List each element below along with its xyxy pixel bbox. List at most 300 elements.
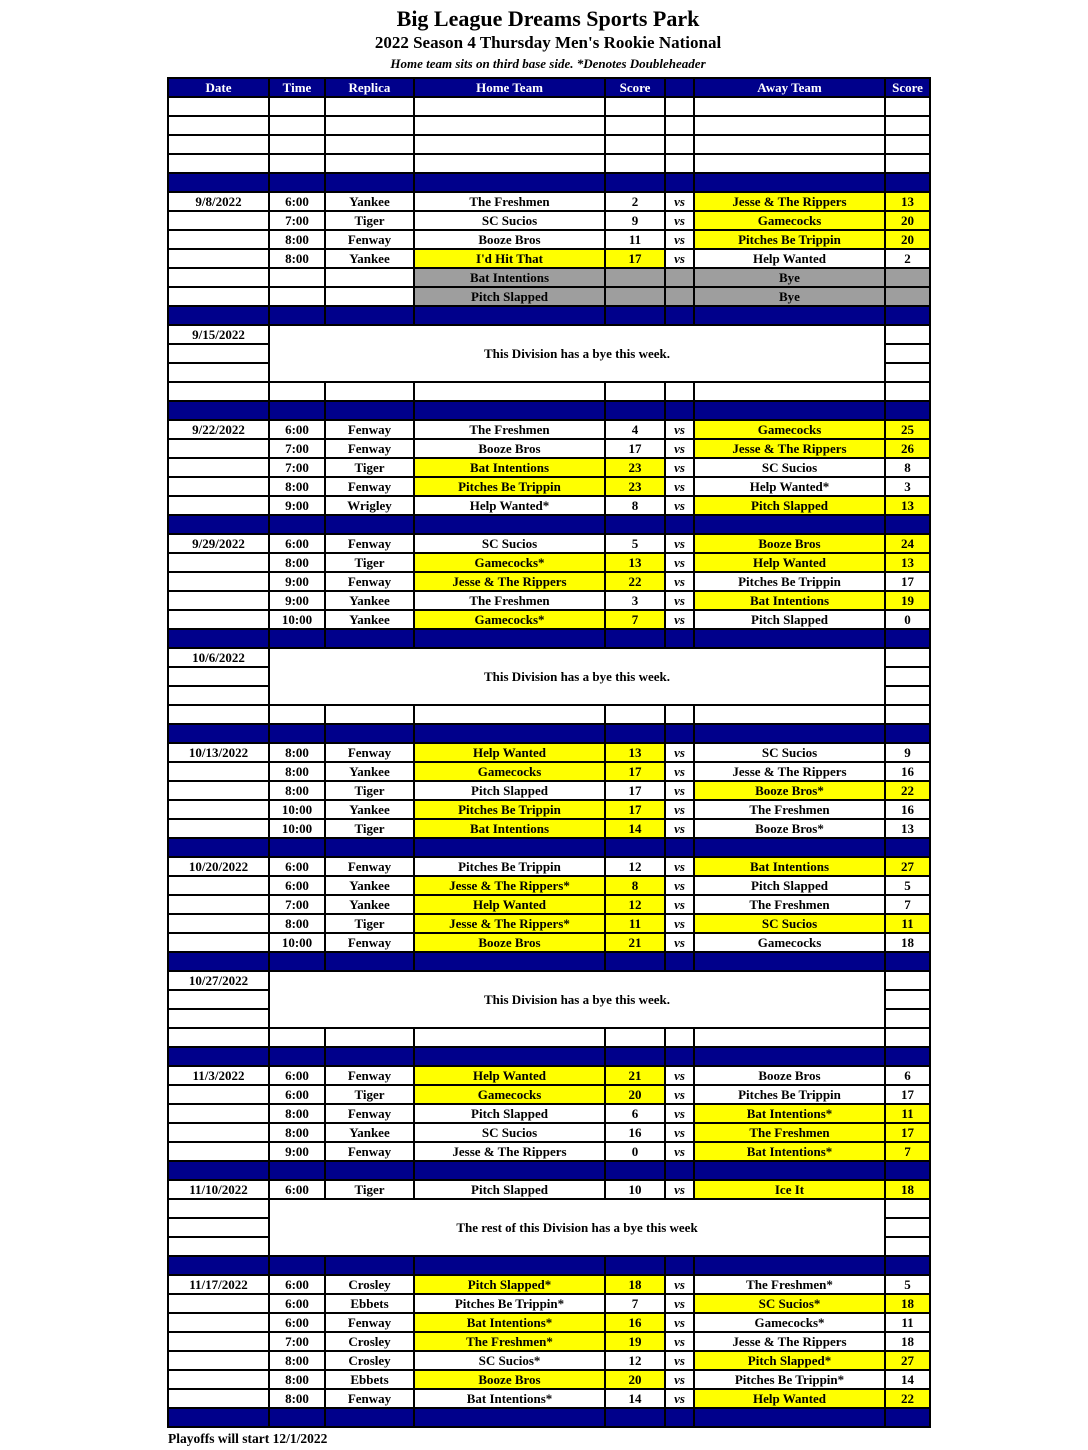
cell-home-score: 13 — [605, 553, 665, 572]
divider-cell — [168, 306, 269, 325]
cell-replica: Fenway — [325, 1104, 414, 1123]
divider-cell — [325, 515, 414, 534]
divider-cell — [605, 1161, 665, 1180]
cell-away-team: Pitch Slapped — [694, 496, 885, 515]
cell-vs: vs — [665, 610, 694, 629]
cell-away-team: Bye — [694, 287, 885, 306]
cell-time: 7:00 — [269, 211, 325, 230]
cell-home-team: Gamecocks* — [414, 610, 605, 629]
cell-replica: Crosley — [325, 1332, 414, 1351]
cell-vs: vs — [665, 819, 694, 838]
empty-cell-col-time — [269, 97, 325, 116]
cell-home-team: Pitches Be Trippin — [414, 800, 605, 819]
game-row — [168, 1104, 930, 1123]
cell-away-score — [885, 1218, 930, 1237]
cell-time: 6:00 — [269, 192, 325, 211]
cell-vs: vs — [665, 876, 694, 895]
cell-home-team: Booze Bros — [414, 230, 605, 249]
cell-date — [168, 458, 269, 477]
cell-date — [168, 496, 269, 515]
empty-cell-col-home-team — [414, 154, 605, 173]
cell-time: 8:00 — [269, 914, 325, 933]
cell-home-score: 23 — [605, 458, 665, 477]
empty-cell-col-replica — [325, 382, 414, 401]
cell-date — [168, 876, 269, 895]
divider-cell — [325, 1047, 414, 1066]
cell-date — [168, 1085, 269, 1104]
cell-home-score: 8 — [605, 876, 665, 895]
title-block — [167, 6, 929, 77]
cell-vs: vs — [665, 192, 694, 211]
cell-vs: vs — [665, 800, 694, 819]
bye-week-row — [168, 648, 930, 667]
divider-cell — [694, 1408, 885, 1427]
game-row — [168, 211, 930, 230]
cell-home-score: 7 — [605, 610, 665, 629]
game-row — [168, 1332, 930, 1351]
cell-home-score: 3 — [605, 591, 665, 610]
cell-date: 9/8/2022 — [168, 192, 269, 211]
game-row — [168, 857, 930, 876]
cell-away-score: 6 — [885, 1066, 930, 1085]
game-row — [168, 534, 930, 553]
game-row — [168, 420, 930, 439]
cell-date — [168, 268, 269, 287]
divider-row — [168, 1408, 930, 1427]
empty-cell-col-away-score — [885, 154, 930, 173]
divider-cell — [414, 1256, 605, 1275]
divider-cell — [325, 401, 414, 420]
cell-away-score: 20 — [885, 211, 930, 230]
empty-cell-col-time — [269, 705, 325, 724]
cell-home-team: Pitch Slapped* — [414, 1275, 605, 1294]
schedule-table — [167, 77, 931, 1428]
empty-cell-col-away-team — [694, 135, 885, 154]
cell-replica: Fenway — [325, 439, 414, 458]
cell-away-team: Booze Bros* — [694, 781, 885, 800]
cell-away-team: Pitch Slapped* — [694, 1351, 885, 1370]
cell-replica: Fenway — [325, 534, 414, 553]
cell-date — [168, 363, 269, 382]
bye-week-row — [168, 1199, 930, 1218]
game-row — [168, 458, 930, 477]
cell-date — [168, 1104, 269, 1123]
cell-replica: Ebbets — [325, 1294, 414, 1313]
cell-vs: vs — [665, 591, 694, 610]
cell-replica — [325, 287, 414, 306]
game-row — [168, 192, 930, 211]
cell-date — [168, 914, 269, 933]
cell-vs: vs — [665, 534, 694, 553]
divider-row — [168, 838, 930, 857]
game-row — [168, 1275, 930, 1294]
divider-cell — [605, 306, 665, 325]
cell-home-team: Bat Intentions — [414, 819, 605, 838]
cell-time: 10:00 — [269, 610, 325, 629]
cell-vs: vs — [665, 420, 694, 439]
cell-home-team: Help Wanted — [414, 895, 605, 914]
cell-time: 9:00 — [269, 496, 325, 515]
empty-cell-col-time — [269, 116, 325, 135]
cell-away-score — [885, 363, 930, 382]
empty-row — [168, 116, 930, 135]
cell-vs: vs — [665, 1332, 694, 1351]
empty-row — [168, 97, 930, 116]
cell-vs: vs — [665, 781, 694, 800]
bye-week-row — [168, 325, 930, 344]
divider-cell — [168, 173, 269, 192]
cell-date — [168, 781, 269, 800]
game-row — [168, 610, 930, 629]
cell-home-score: 17 — [605, 439, 665, 458]
empty-cell-col-away-team — [694, 97, 885, 116]
cell-time: 9:00 — [269, 572, 325, 591]
cell-time: 8:00 — [269, 1104, 325, 1123]
cell-away-team: Booze Bros — [694, 534, 885, 553]
empty-cell-col-away-team — [694, 1028, 885, 1047]
cell-away-score — [885, 1009, 930, 1028]
cell-away-score: 17 — [885, 1085, 930, 1104]
cell-date: 9/22/2022 — [168, 420, 269, 439]
cell-replica: Fenway — [325, 933, 414, 952]
cell-replica: Fenway — [325, 572, 414, 591]
cell-date — [168, 667, 269, 686]
cell-home-team: Jesse & The Rippers* — [414, 876, 605, 895]
cell-vs: vs — [665, 1085, 694, 1104]
cell-vs: vs — [665, 1123, 694, 1142]
cell-away-score: 7 — [885, 895, 930, 914]
cell-date — [168, 610, 269, 629]
cell-time: 6:00 — [269, 1275, 325, 1294]
cell-home-team: SC Sucios — [414, 211, 605, 230]
cell-home-score: 11 — [605, 914, 665, 933]
cell-time: 8:00 — [269, 249, 325, 268]
cell-time: 10:00 — [269, 933, 325, 952]
empty-cell-col-home-team — [414, 705, 605, 724]
divider-cell — [168, 1047, 269, 1066]
game-row — [168, 1180, 930, 1199]
cell-time: 8:00 — [269, 477, 325, 496]
empty-cell-col-vs — [665, 135, 694, 154]
divider-cell — [414, 515, 605, 534]
cell-date — [168, 249, 269, 268]
empty-cell-col-date — [168, 135, 269, 154]
empty-row — [168, 705, 930, 724]
divider-cell — [414, 629, 605, 648]
divider-cell — [605, 838, 665, 857]
divider-cell — [414, 838, 605, 857]
cell-home-score: 21 — [605, 933, 665, 952]
divider-cell — [694, 173, 885, 192]
divider-cell — [269, 838, 325, 857]
cell-vs: vs — [665, 1389, 694, 1408]
page-subtitle: 2022 Season 4 Thursday Men's Rookie National — [374, 33, 722, 52]
game-row — [168, 1370, 930, 1389]
cell-vs: vs — [665, 1142, 694, 1161]
game-row — [168, 1294, 930, 1313]
cell-away-score: 18 — [885, 933, 930, 952]
game-row — [168, 800, 930, 819]
cell-away-score — [885, 667, 930, 686]
cell-away-team: Gamecocks — [694, 211, 885, 230]
cell-away-team: Pitches Be Trippin — [694, 1085, 885, 1104]
cell-vs: vs — [665, 895, 694, 914]
col-date: Date — [168, 78, 269, 97]
divider-cell — [665, 306, 694, 325]
empty-cell-col-date — [168, 97, 269, 116]
cell-replica: Tiger — [325, 211, 414, 230]
divider-cell — [665, 952, 694, 971]
empty-cell-col-date — [168, 1028, 269, 1047]
cell-home-score: 5 — [605, 534, 665, 553]
divider-cell — [325, 724, 414, 743]
cell-date — [168, 1351, 269, 1370]
cell-home-team: Jesse & The Rippers — [414, 572, 605, 591]
empty-cell-col-replica — [325, 705, 414, 724]
cell-away-score: 11 — [885, 914, 930, 933]
cell-away-team: Help Wanted* — [694, 477, 885, 496]
cell-replica: Yankee — [325, 876, 414, 895]
cell-home-team: Help Wanted — [414, 743, 605, 762]
cell-home-score: 4 — [605, 420, 665, 439]
cell-away-score: 18 — [885, 1294, 930, 1313]
empty-cell-col-time — [269, 1028, 325, 1047]
cell-vs: vs — [665, 1275, 694, 1294]
cell-vs: vs — [665, 496, 694, 515]
cell-home-score — [605, 268, 665, 287]
cell-home-score: 16 — [605, 1123, 665, 1142]
cell-replica: Yankee — [325, 762, 414, 781]
empty-cell-col-replica — [325, 154, 414, 173]
cell-away-team: The Freshmen — [694, 1123, 885, 1142]
cell-away-score: 7 — [885, 1142, 930, 1161]
cell-home-score: 12 — [605, 857, 665, 876]
cell-away-team: Booze Bros — [694, 1066, 885, 1085]
cell-replica: Yankee — [325, 192, 414, 211]
cell-time: 8:00 — [269, 1370, 325, 1389]
divider-cell — [885, 515, 930, 534]
cell-home-score: 12 — [605, 1351, 665, 1370]
cell-vs: vs — [665, 553, 694, 572]
cell-away-score: 16 — [885, 762, 930, 781]
divider-cell — [885, 952, 930, 971]
cell-replica: Fenway — [325, 1066, 414, 1085]
game-row — [168, 762, 930, 781]
empty-cell-col-away-score — [885, 116, 930, 135]
divider-cell — [168, 1161, 269, 1180]
divider-cell — [694, 401, 885, 420]
cell-home-score: 20 — [605, 1370, 665, 1389]
cell-date — [168, 933, 269, 952]
cell-away-team: Bat Intentions — [694, 591, 885, 610]
game-row — [168, 933, 930, 952]
schedule-table-body — [168, 78, 930, 1427]
divider-cell — [665, 1161, 694, 1180]
cell-away-team: Ice It — [694, 1180, 885, 1199]
game-row — [168, 572, 930, 591]
divider-cell — [168, 629, 269, 648]
cell-away-score — [885, 971, 930, 990]
empty-cell-col-vs — [665, 97, 694, 116]
divider-cell — [665, 629, 694, 648]
divider-cell — [605, 173, 665, 192]
divider-cell — [885, 173, 930, 192]
empty-cell-col-vs — [665, 116, 694, 135]
cell-time: 6:00 — [269, 857, 325, 876]
cell-home-team: The Freshmen* — [414, 1332, 605, 1351]
cell-home-team: Pitch Slapped — [414, 287, 605, 306]
cell-replica: Yankee — [325, 1123, 414, 1142]
cell-time: 8:00 — [269, 1123, 325, 1142]
game-row — [168, 477, 930, 496]
divider-row — [168, 515, 930, 534]
empty-cell-col-home-score — [605, 97, 665, 116]
cell-replica: Fenway — [325, 857, 414, 876]
bye-week-message: This Division has a bye this week. — [269, 325, 885, 382]
cell-replica: Tiger — [325, 1085, 414, 1104]
cell-date — [168, 1237, 269, 1256]
divider-cell — [269, 1408, 325, 1427]
cell-home-team: Bat Intentions — [414, 458, 605, 477]
col-home-team: Home Team — [414, 78, 605, 97]
cell-date — [168, 895, 269, 914]
empty-cell-col-away-score — [885, 97, 930, 116]
empty-cell-col-away-score — [885, 135, 930, 154]
cell-time: 6:00 — [269, 1180, 325, 1199]
divider-cell — [325, 306, 414, 325]
cell-time: 6:00 — [269, 1313, 325, 1332]
cell-time: 8:00 — [269, 230, 325, 249]
cell-home-score: 23 — [605, 477, 665, 496]
cell-vs: vs — [665, 762, 694, 781]
cell-date: 10/6/2022 — [168, 648, 269, 667]
game-row — [168, 496, 930, 515]
cell-time: 7:00 — [269, 439, 325, 458]
cell-vs — [665, 268, 694, 287]
divider-cell — [269, 952, 325, 971]
cell-vs: vs — [665, 1180, 694, 1199]
cell-away-team: Pitches Be Trippin — [694, 572, 885, 591]
divider-cell — [885, 306, 930, 325]
cell-away-score — [885, 325, 930, 344]
empty-cell-col-away-score — [885, 1028, 930, 1047]
divider-cell — [269, 515, 325, 534]
cell-away-score: 13 — [885, 553, 930, 572]
cell-replica: Wrigley — [325, 496, 414, 515]
cell-away-team: Bat Intentions* — [694, 1142, 885, 1161]
col-time: Time — [269, 78, 325, 97]
cell-away-team: Help Wanted — [694, 1389, 885, 1408]
divider-cell — [605, 401, 665, 420]
cell-away-team: Gamecocks — [694, 420, 885, 439]
cell-time: 7:00 — [269, 458, 325, 477]
cell-away-team: Jesse & The Rippers — [694, 439, 885, 458]
divider-cell — [325, 173, 414, 192]
cell-vs: vs — [665, 743, 694, 762]
cell-home-score: 17 — [605, 800, 665, 819]
divider-cell — [665, 1256, 694, 1275]
divider-cell — [168, 952, 269, 971]
divider-row — [168, 724, 930, 743]
footer-note: Playoffs will start 12/1/2022 — [168, 1431, 328, 1446]
cell-away-team: SC Sucios* — [694, 1294, 885, 1313]
cell-home-team: Bat Intentions — [414, 268, 605, 287]
divider-row — [168, 401, 930, 420]
empty-cell-col-replica — [325, 97, 414, 116]
cell-away-score: 13 — [885, 496, 930, 515]
divider-cell — [414, 306, 605, 325]
divider-cell — [665, 173, 694, 192]
game-row — [168, 1142, 930, 1161]
cell-date — [168, 1009, 269, 1028]
divider-cell — [414, 173, 605, 192]
cell-home-team: Jesse & The Rippers — [414, 1142, 605, 1161]
divider-cell — [694, 1047, 885, 1066]
cell-time: 10:00 — [269, 800, 325, 819]
cell-date — [168, 990, 269, 1009]
cell-home-team: Pitches Be Trippin — [414, 477, 605, 496]
cell-away-score — [885, 268, 930, 287]
cell-away-team: Jesse & The Rippers — [694, 192, 885, 211]
divider-cell — [325, 629, 414, 648]
empty-cell-col-home-team — [414, 135, 605, 154]
game-row — [168, 1085, 930, 1104]
bye-week-row — [168, 971, 930, 990]
divider-cell — [269, 724, 325, 743]
cell-away-score: 27 — [885, 857, 930, 876]
cell-away-team: The Freshmen — [694, 895, 885, 914]
cell-away-score: 5 — [885, 876, 930, 895]
game-row — [168, 819, 930, 838]
empty-cell-col-vs — [665, 154, 694, 173]
cell-away-score: 27 — [885, 1351, 930, 1370]
divider-cell — [694, 838, 885, 857]
bye-week-message: The rest of this Division has a bye this week — [269, 1199, 885, 1256]
divider-cell — [665, 1047, 694, 1066]
cell-home-score: 17 — [605, 762, 665, 781]
cell-away-score: 25 — [885, 420, 930, 439]
empty-cell-col-replica — [325, 135, 414, 154]
cell-replica: Tiger — [325, 1180, 414, 1199]
cell-away-score: 20 — [885, 230, 930, 249]
cell-home-score: 17 — [605, 249, 665, 268]
game-row — [168, 1313, 930, 1332]
divider-row — [168, 1161, 930, 1180]
cell-date — [168, 1389, 269, 1408]
empty-cell-col-home-team — [414, 116, 605, 135]
cell-home-score: 14 — [605, 819, 665, 838]
cell-home-team: Pitch Slapped — [414, 1104, 605, 1123]
header-row — [168, 78, 930, 97]
cell-away-score: 22 — [885, 1389, 930, 1408]
divider-cell — [168, 515, 269, 534]
cell-replica: Yankee — [325, 249, 414, 268]
divider-cell — [414, 1047, 605, 1066]
cell-vs: vs — [665, 1066, 694, 1085]
divider-cell — [168, 401, 269, 420]
cell-date — [168, 800, 269, 819]
cell-date — [168, 762, 269, 781]
cell-home-team: The Freshmen — [414, 591, 605, 610]
divider-row — [168, 306, 930, 325]
cell-away-score: 14 — [885, 1370, 930, 1389]
divider-cell — [885, 401, 930, 420]
cell-away-team: Pitch Slapped — [694, 610, 885, 629]
cell-home-team: Gamecocks — [414, 762, 605, 781]
cell-vs: vs — [665, 857, 694, 876]
cell-date: 9/15/2022 — [168, 325, 269, 344]
cell-home-team: Booze Bros — [414, 933, 605, 952]
